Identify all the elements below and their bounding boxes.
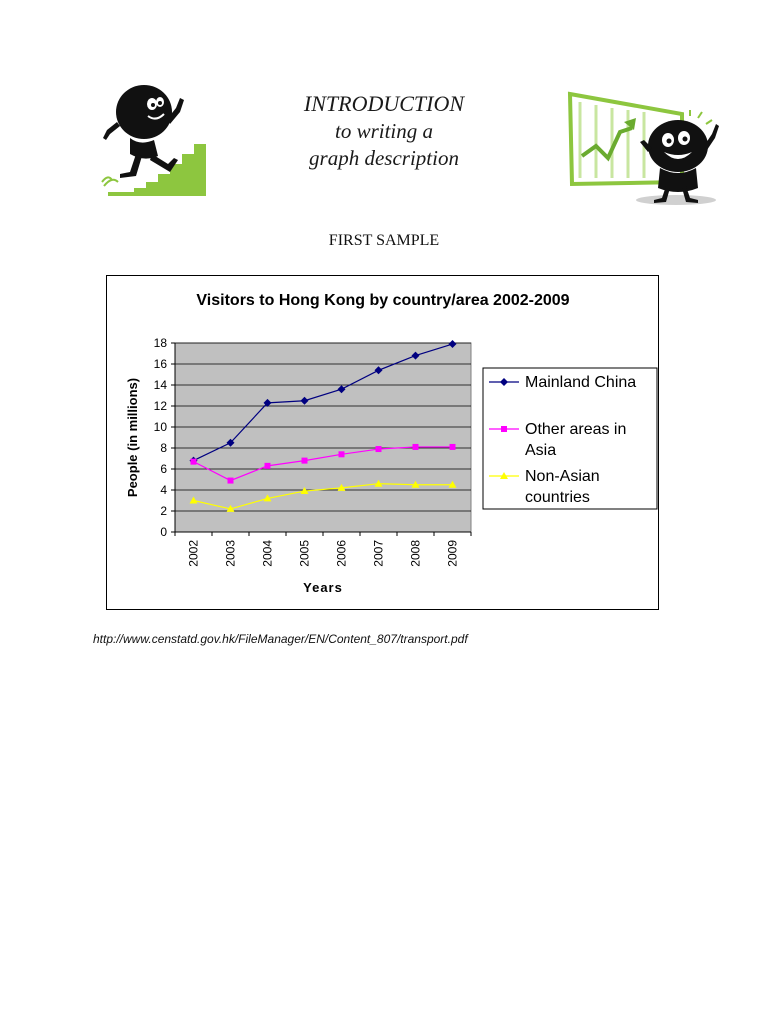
intro-title: INTRODUCTION bbox=[303, 91, 465, 116]
legend-marker bbox=[501, 426, 507, 432]
y-tick-label: 14 bbox=[153, 378, 167, 392]
y-tick-label: 8 bbox=[160, 441, 167, 455]
legend-label: Mainland China bbox=[525, 374, 637, 391]
data-point-series-1 bbox=[450, 444, 456, 450]
source-link[interactable]: http://www.censtatd.gov.hk/FileManager/EN/Content_807/transport.pdf bbox=[93, 632, 468, 646]
x-tick-label: 2003 bbox=[223, 540, 238, 567]
x-tick-label: 2006 bbox=[334, 540, 349, 567]
y-tick-label: 0 bbox=[160, 525, 167, 539]
x-tick-label: 2007 bbox=[371, 540, 386, 567]
data-point-series-1 bbox=[191, 459, 197, 465]
data-point-series-1 bbox=[228, 478, 234, 484]
intro-heading bbox=[250, 90, 518, 172]
sample-label: FIRST SAMPLE bbox=[328, 232, 440, 249]
data-point-series-1 bbox=[265, 463, 271, 469]
x-tick-label: 2002 bbox=[186, 540, 201, 567]
x-tick-label: 2009 bbox=[445, 540, 460, 567]
y-tick-label: 16 bbox=[153, 357, 167, 371]
legend-label: Asia bbox=[525, 442, 557, 459]
x-tick-label: 2005 bbox=[297, 540, 312, 567]
y-tick-label: 4 bbox=[160, 483, 167, 497]
y-tick-label: 10 bbox=[153, 420, 167, 434]
x-axis-label: Years bbox=[303, 580, 343, 595]
chart-frame bbox=[106, 275, 659, 610]
data-point-series-1 bbox=[376, 446, 382, 452]
stair-climber-illustration bbox=[96, 82, 211, 200]
y-axis-label: People (in millions) bbox=[125, 377, 140, 498]
plot-area bbox=[175, 343, 471, 532]
x-tick-label: 2004 bbox=[260, 540, 275, 567]
legend-label: Non-Asian bbox=[525, 468, 600, 485]
legend-label: Other areas in bbox=[525, 421, 627, 438]
y-tick-label: 12 bbox=[153, 399, 167, 413]
y-tick-label: 2 bbox=[160, 504, 167, 518]
intro-subtitle-line1: to writing a bbox=[334, 119, 434, 143]
chart-title: Visitors to Hong Kong by country/area 2002-2009 bbox=[196, 292, 570, 309]
data-point-series-1 bbox=[413, 444, 419, 450]
y-tick-label: 18 bbox=[153, 336, 167, 350]
intro-subtitle-line2: graph description bbox=[309, 146, 459, 170]
line-chart bbox=[107, 276, 660, 611]
chart-presenter-illustration bbox=[566, 88, 721, 208]
data-point-series-1 bbox=[302, 458, 308, 464]
legend-label: countries bbox=[525, 489, 590, 506]
x-tick-label: 2008 bbox=[408, 540, 423, 567]
data-point-series-1 bbox=[339, 451, 345, 457]
y-tick-label: 6 bbox=[160, 462, 167, 476]
